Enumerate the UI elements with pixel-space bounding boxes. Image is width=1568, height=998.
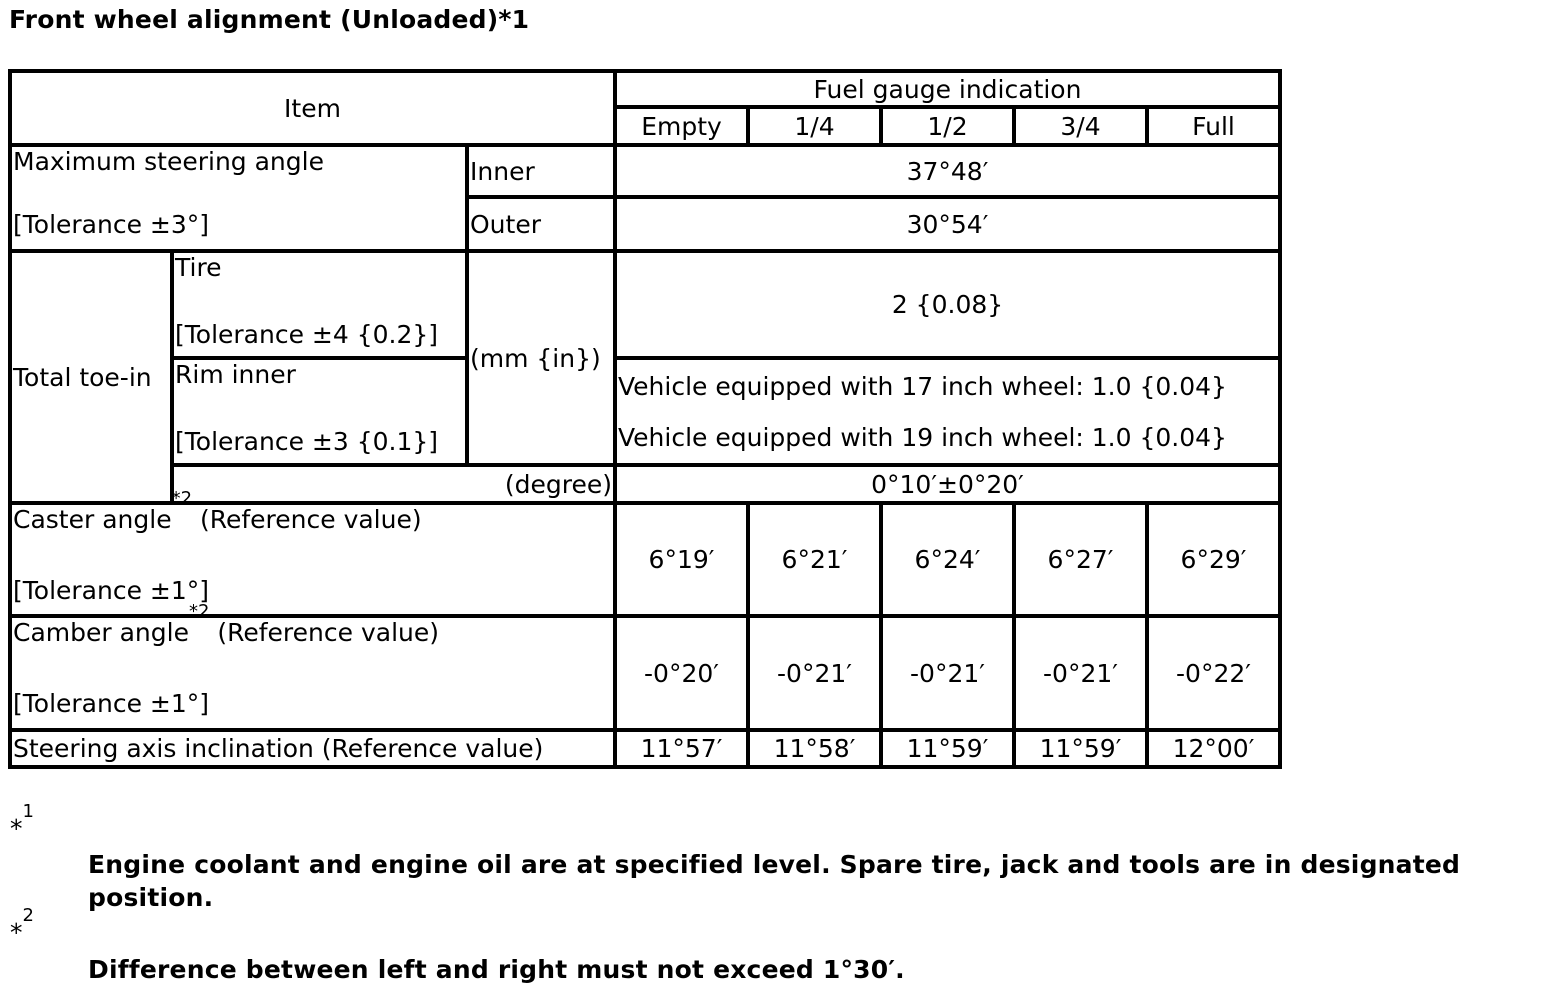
camber-cell xyxy=(10,601,615,730)
tire-value: 2 {0.08} xyxy=(615,251,1280,358)
sai-label: Steering axis inclination (Reference value) xyxy=(10,730,615,767)
footnote-1-text: Engine coolant and engine oil are at specified level. Spare tire, jack and tools are in designated position. xyxy=(88,850,1461,912)
tire-cell xyxy=(172,251,467,358)
caster-label: Caster angle xyxy=(13,505,172,534)
footnote-2-text: Difference between left and right must not exceed 1°30′. xyxy=(88,955,905,984)
unit-degree-label: (degree) xyxy=(172,465,615,503)
sai-value-quarter: 11°58′ xyxy=(748,730,881,767)
caster-cell xyxy=(10,488,615,616)
caster-value-three-quarter: 6°27′ xyxy=(1014,503,1147,616)
front-wheel-alignment-table xyxy=(8,69,1282,769)
max-steering-inner-row xyxy=(10,145,1280,197)
unit-mm-label: (mm {in}) xyxy=(467,251,615,465)
camber-value-quarter: -0°21′ xyxy=(748,616,881,730)
sai-value-half: 11°59′ xyxy=(881,730,1014,767)
camber-tolerance: [Tolerance ±1°] xyxy=(13,689,210,718)
rim-value-17-inch: Vehicle equipped with 17 inch wheel: 1.0 {0.04} xyxy=(618,371,1227,401)
rim-inner-label: Rim inner xyxy=(175,360,296,389)
rim-value-19-inch: Vehicle equipped with 19 inch wheel: 1.0 {0.04} xyxy=(618,422,1227,452)
outer-label: Outer xyxy=(467,197,615,251)
level-header-empty: Empty xyxy=(615,107,748,145)
rim-value-cell xyxy=(615,358,1280,465)
caster-value-quarter: 6°21′ xyxy=(748,503,881,616)
inner-value: 37°48′ xyxy=(615,145,1280,197)
level-header-three-quarter: 3/4 xyxy=(1014,107,1147,145)
level-header-quarter: 1/4 xyxy=(748,107,881,145)
outer-value: 30°54′ xyxy=(615,197,1280,251)
max-steering-tolerance: [Tolerance ±3°] xyxy=(13,210,210,239)
tire-tolerance: [Tolerance ±4 {0.2}] xyxy=(175,320,439,349)
level-header-half: 1/2 xyxy=(881,107,1014,145)
footnote-2-mark: *$^2$ xyxy=(10,905,34,947)
camber-label-line xyxy=(13,601,612,647)
footnote-1-mark: *$^1$ xyxy=(10,801,34,843)
caster-label-line xyxy=(13,488,612,534)
caster-value-half: 6°24′ xyxy=(881,503,1014,616)
rim-inner-tolerance: [Tolerance ±3 {0.1}] xyxy=(175,427,439,456)
sai-row xyxy=(10,730,1280,767)
item-header: Item xyxy=(10,71,615,145)
caster-footnote-ref: *2 xyxy=(171,488,193,509)
camber-reference: (Reference value) xyxy=(209,618,439,647)
caster-reference: (Reference value) xyxy=(192,505,422,534)
caster-tolerance: [Tolerance ±1°] xyxy=(13,576,210,605)
camber-label: Camber angle xyxy=(13,618,189,647)
fuel-gauge-header: Fuel gauge indication xyxy=(615,71,1280,107)
total-toe-in-label: Total toe-in xyxy=(10,251,172,503)
rim-cell xyxy=(172,358,467,465)
inner-label: Inner xyxy=(467,145,615,197)
caster-value-full: 6°29′ xyxy=(1147,503,1280,616)
camber-footnote-ref: *2 xyxy=(188,601,210,622)
camber-value-three-quarter: -0°21′ xyxy=(1014,616,1147,730)
camber-value-full: -0°22′ xyxy=(1147,616,1280,730)
degree-value: 0°10′±0°20′ xyxy=(615,465,1280,503)
max-steering-label: Maximum steering angle xyxy=(13,147,324,176)
sai-value-empty: 11°57′ xyxy=(615,730,748,767)
sai-value-three-quarter: 11°59′ xyxy=(1014,730,1147,767)
caster-row xyxy=(10,503,1280,616)
camber-value-half: -0°21′ xyxy=(881,616,1014,730)
page-title: Front wheel alignment (Unloaded)*1 xyxy=(9,5,530,34)
caster-value-empty: 6°19′ xyxy=(615,503,748,616)
level-header-full: Full xyxy=(1147,107,1280,145)
camber-row xyxy=(10,616,1280,730)
header-row-1 xyxy=(10,71,1280,107)
toe-in-tire-row xyxy=(10,251,1280,358)
camber-value-empty: -0°20′ xyxy=(615,616,748,730)
toe-in-rim-row xyxy=(10,358,1280,465)
max-steering-cell xyxy=(10,145,467,251)
sai-value-full: 12°00′ xyxy=(1147,730,1280,767)
toe-in-degree-row xyxy=(10,465,1280,503)
tire-label: Tire xyxy=(175,253,222,282)
